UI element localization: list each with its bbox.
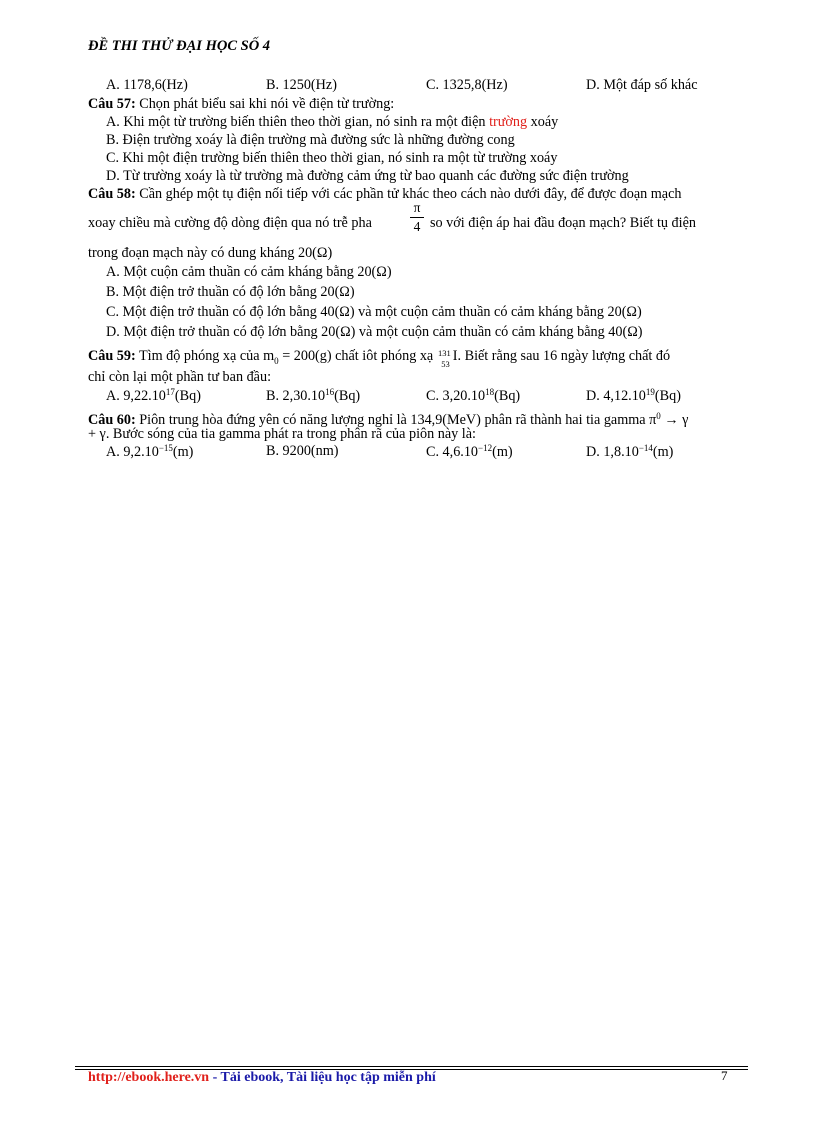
footer-description: Tải ebook, Tài liệu học tập miễn phí [220, 1070, 436, 1085]
q59-question-line1 [88, 347, 671, 369]
isotope-atomic-number: 53 [441, 359, 450, 369]
q58-option-b: B. Một điện trở thuần có độ lớn bằng 20(Ω) [106, 284, 355, 300]
q60-option-a-base: A. 9,2.10 [106, 444, 159, 460]
q57-option-a [106, 113, 558, 131]
q58-question-line3: trong đoạn mạch này có dung kháng 20(Ω) [88, 245, 333, 261]
footer-separator: - [209, 1070, 221, 1085]
q60-option-c-base: C. 4,6.10 [426, 444, 479, 460]
q58-text-1: Cần ghép một tụ điện nối tiếp với các phần tử khác theo cách nào dưới đây, để được đoạn mạch [135, 186, 682, 202]
q58-question-line2b: so với điện áp hai đầu đoạn mạch? Biết tụ điện [430, 215, 696, 231]
q58-option-c: C. Một điện trở thuần có độ lớn bằng 40(Ω) và một cuộn cảm thuần có cảm kháng bằng 20(Ω) [106, 304, 642, 320]
q56-option-b: B. 1250(Hz) [266, 77, 337, 93]
q59-option-a [106, 387, 201, 405]
q60-option-d-exp: −14 [638, 443, 653, 453]
q59-label: Câu 59: [88, 348, 136, 364]
q59-option-a-exp: 17 [165, 387, 175, 397]
q60-option-d-base: D. 1,8.10 [586, 444, 639, 460]
q57-option-a-text: A. Khi một từ trường biến thiên theo thời gian, nó sinh ra một điện [106, 114, 490, 130]
q59-text-1a: Tìm độ phóng xạ của m [135, 348, 275, 364]
q58-question-line1 [88, 185, 728, 203]
q59-text-1b: = 200(g) chất iôt phóng xạ [278, 348, 437, 364]
iodine-isotope-notation [437, 347, 453, 369]
q58-option-a: A. Một cuộn cảm thuần có cảm kháng bằng 20(Ω) [106, 264, 392, 280]
isotope-symbol: I [452, 348, 458, 364]
footer-divider [75, 1066, 748, 1067]
q59-option-c-base: C. 3,20.10 [426, 388, 486, 404]
page-header-title: ĐỀ THI THỬ ĐẠI HỌC SỐ 4 [88, 38, 271, 54]
fraction-bar [410, 217, 424, 218]
q59-option-d-unit: (Bq) [654, 388, 681, 404]
isotope-mass-number: 131 [438, 348, 451, 358]
q60-text-1b: → γ [660, 412, 689, 428]
q56-option-d: D. Một đáp số khác [586, 77, 698, 93]
q60-option-a-exp: −15 [158, 443, 173, 453]
q60-pion-charge-sup: 0 [656, 411, 661, 421]
footer-link[interactable]: http://ebook.here.vn [88, 1070, 210, 1085]
q60-text-1a: Piôn trung hòa đứng yên có năng lượng nghỉ là 134,9(MeV) phân rã thành hai tia gamma π [135, 412, 657, 428]
q60-option-b: B. 9200(nm) [266, 443, 339, 459]
q59-option-b-base: B. 2,30.10 [266, 388, 326, 404]
q59-option-c-exp: 18 [485, 387, 495, 397]
q59-option-c [426, 387, 520, 405]
q59-option-a-base: A. 9,22.10 [106, 388, 166, 404]
q60-label: Câu 60: [88, 412, 136, 428]
q60-option-c-exp: −12 [478, 443, 493, 453]
q57-option-b: B. Điện trường xoáy là điện trường mà đường sức là những đường cong [106, 132, 515, 148]
page-number: 7 [721, 1068, 728, 1083]
q60-option-d-unit: (m) [652, 444, 674, 460]
q59-option-b-exp: 16 [325, 387, 335, 397]
q57-option-a-highlight: trường [489, 114, 528, 130]
q58-option-d: D. Một điện trở thuần có độ lớn bằng 20(Ω) và một cuộn cảm thuần có cảm kháng bằng 40(Ω) [106, 324, 643, 340]
q59-text-1c: . Biết rằng sau 16 ngày lượng chất đó [457, 348, 671, 364]
q56-option-c: C. 1325,8(Hz) [426, 77, 508, 93]
footer [88, 1070, 436, 1086]
q60-option-a-unit: (m) [172, 444, 194, 460]
q60-option-d [586, 443, 673, 461]
q57-label: Câu 57: [88, 96, 136, 112]
q57-option-c: C. Khi một điện trường biến thiên theo thời gian, nó sinh ra một từ trường xoáy [106, 150, 558, 166]
q58-label: Câu 58: [88, 186, 136, 202]
q60-option-a [106, 443, 193, 461]
q57-option-a-tail: xoáy [527, 114, 559, 130]
q58-question-line2a: xoay chiều mà cường độ dòng điện qua nó trễ pha [88, 215, 372, 231]
q59-question-line2: chỉ còn lại một phần tư ban đầu: [88, 369, 272, 385]
q59-option-b-unit: (Bq) [334, 388, 361, 404]
q57-option-d: D. Từ trường xoáy là từ trường mà đường cảm ứng từ bao quanh các đường sức điện trường [106, 168, 629, 184]
fraction-denominator: 4 [413, 219, 421, 234]
q58-phase-fraction [410, 200, 424, 235]
q59-option-d-base: D. 4,12.10 [586, 388, 646, 404]
fraction-numerator: π [413, 200, 421, 215]
q59-option-d-exp: 19 [645, 387, 655, 397]
q59-option-c-unit: (Bq) [494, 388, 521, 404]
q59-option-d [586, 387, 681, 405]
q60-question-line2: + γ. Bước sóng của tia gamma phát ra trong phân rã của piôn này là: [88, 426, 476, 442]
q57-text: Chọn phát biểu sai khi nói về điện từ trường: [135, 96, 395, 112]
q60-option-c-unit: (m) [492, 444, 513, 460]
q56-option-a: A. 1178,6(Hz) [106, 77, 188, 93]
q59-option-b [266, 387, 360, 405]
q59-mass-subscript: 0 [274, 355, 279, 366]
q57-question [88, 95, 394, 113]
q60-option-c [426, 443, 513, 461]
q59-option-a-unit: (Bq) [174, 388, 201, 404]
